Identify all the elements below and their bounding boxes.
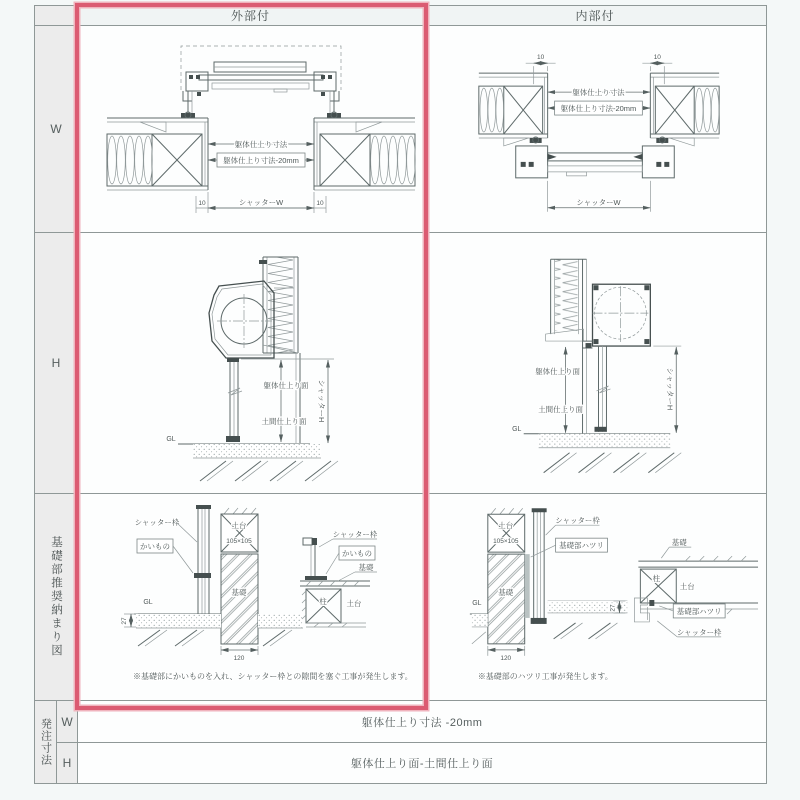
frame2-label: シャッター枠	[676, 627, 722, 637]
dim-shutter-w-label: シャッターW	[576, 197, 621, 207]
sill2-label: 土台	[679, 582, 695, 592]
gl-label: GL	[472, 599, 482, 607]
dim-kutai-label: 躯体仕上り寸法	[234, 140, 288, 149]
dim-kutai-label: 躯体仕上り寸法	[572, 88, 625, 98]
row-label-order-w: W	[56, 700, 78, 743]
row-label-w: W	[34, 25, 78, 233]
note-exterior: ※基礎部にかいものを入れ、シャッター枠との隙間を塞ぐ工事が発生します。	[133, 672, 413, 681]
header-exterior	[77, 5, 424, 26]
dim-10-left: 10	[537, 54, 545, 62]
face-doma-label: 土間仕上り面	[261, 417, 307, 426]
cell-w-exterior	[77, 25, 424, 233]
order-value-h: 躯体仕上り面-土間仕上り面	[77, 742, 767, 784]
foundation-label: 基礎	[231, 588, 247, 597]
dim-shutter-w-label: シャッターW	[238, 198, 284, 207]
hatsuri2-label: 基礎部ハツリ	[676, 606, 722, 616]
foundation-label: 基礎	[498, 588, 514, 598]
gl-label: GL	[512, 425, 522, 433]
row-label-h: H	[34, 232, 78, 494]
cell-h-interior	[423, 232, 767, 494]
shim-label: かいもの	[140, 542, 170, 551]
dim-27-label: 27	[609, 604, 617, 612]
row-label-order-h: H	[56, 742, 78, 784]
frame2-label: シャッター枠	[332, 530, 378, 539]
dim-10-right: 10	[653, 54, 661, 62]
dim-kutai-minus-label: 躯体仕上り寸法-20mm	[223, 156, 299, 165]
dim-kutai-minus-label: 躯体仕上り寸法-20mm	[560, 104, 637, 114]
drawing-base-exterior-detail	[78, 494, 423, 700]
sill-size-label: 105×105	[226, 538, 252, 545]
face-kutai-label: 躯体仕上り面	[535, 366, 581, 376]
frame-label: シャッター枠	[134, 518, 180, 527]
cell-base-exterior	[77, 493, 424, 701]
dashed-box-outline	[181, 46, 341, 90]
cell-h-exterior	[77, 232, 424, 494]
row-label-base	[34, 493, 78, 701]
post-label: 柱	[319, 597, 327, 606]
dim-120-label: 120	[500, 654, 512, 662]
face-kutai-label: 躯体仕上り面	[263, 381, 309, 390]
dim-10-right: 10	[316, 200, 324, 207]
drawing-w-interior-plan	[424, 26, 766, 232]
order-value-w: 躯体仕上り寸法 -20mm	[77, 700, 767, 743]
hatsuri-label: 基礎部ハツリ	[559, 541, 604, 551]
dim-120-label: 120	[233, 655, 245, 662]
row-label-order-text: 発注寸法	[39, 718, 52, 766]
shim2-label: かいもの	[342, 549, 372, 558]
sill-label: 土台	[498, 521, 514, 531]
sill2-label: 土台	[346, 599, 362, 608]
cell-base-interior	[423, 493, 767, 701]
sill-size-label: 105×105	[493, 538, 519, 546]
foundation2-label: 基礎	[671, 538, 687, 548]
post-label: 柱	[652, 574, 661, 584]
foundation2-label: 基礎	[358, 563, 374, 572]
face-doma-label: 土間仕上り面	[538, 404, 584, 414]
note-interior: ※基礎部のハツリ工事が発生します。	[477, 671, 613, 681]
corner-cell	[34, 5, 78, 26]
frame-label: シャッター枠	[555, 516, 600, 526]
drawing-w-exterior-plan	[78, 26, 423, 232]
drawing-base-interior-detail	[424, 494, 766, 700]
sill-label: 土台	[231, 521, 247, 530]
drawing-h-interior-section	[424, 233, 766, 493]
header-interior-label: 内部付	[575, 9, 615, 23]
gl-label: GL	[143, 599, 153, 606]
row-label-base-text: 基礎部推奨納まり図	[50, 536, 62, 658]
dim-27-label: 27	[121, 617, 128, 625]
row-label-order	[34, 700, 57, 784]
header-exterior-label: 外部付	[230, 9, 270, 23]
drawing-h-exterior-section	[78, 233, 423, 493]
dim-shutter-h-label: シャッターH	[317, 379, 326, 423]
header-interior	[423, 5, 767, 26]
dim-shutter-h-label: シャッターH	[665, 367, 675, 411]
cell-w-interior	[423, 25, 767, 233]
dim-10-left: 10	[198, 200, 206, 207]
gl-label: GL	[166, 436, 176, 443]
